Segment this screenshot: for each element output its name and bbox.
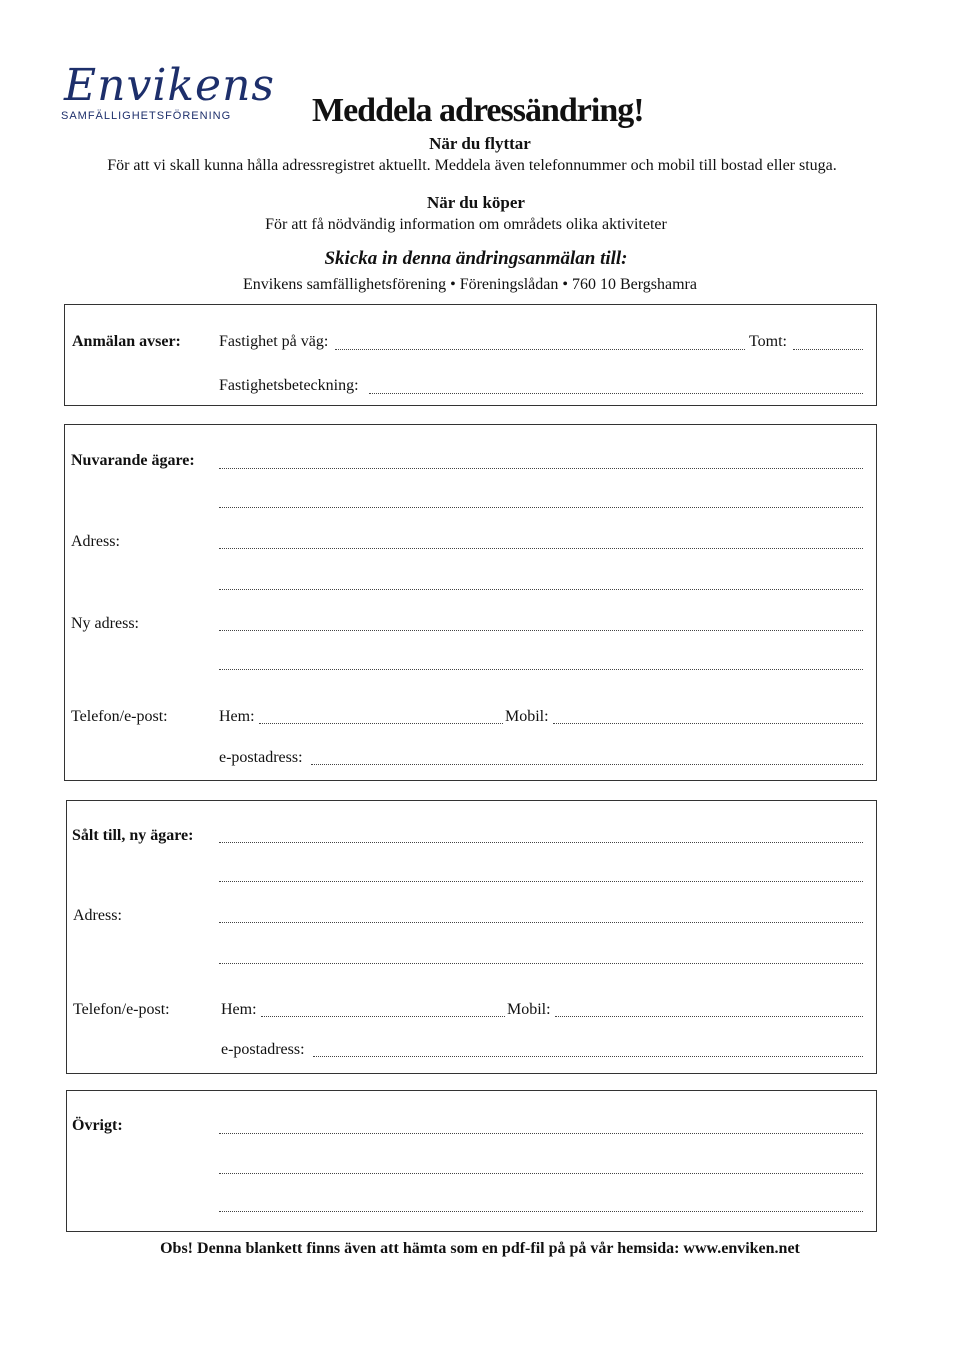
footer-note: Obs! Denna blankett finns även att hämta som en pdf-fil på på vår hemsida: www.enviken.net — [160, 1240, 800, 1257]
new-owner-home-label: Hem: — [221, 1001, 257, 1018]
section-current-owner — [64, 424, 877, 781]
property-label: Anmälan avser: — [72, 333, 181, 350]
current-owner-input-1[interactable] — [219, 468, 863, 469]
current-owner-input-2[interactable] — [219, 507, 863, 508]
new-owner-mobile-input[interactable] — [555, 1016, 863, 1017]
section-property — [64, 304, 877, 406]
buy-text: För att få nödvändig information om områdets olika aktiviteter — [265, 216, 667, 233]
street-input[interactable] — [335, 349, 745, 350]
new-owner-input-1[interactable] — [219, 842, 863, 843]
logo — [58, 48, 276, 128]
home-label: Hem: — [219, 708, 255, 725]
new-owner-address-input-1[interactable] — [219, 922, 863, 923]
new-owner-email-label: e-postadress: — [221, 1041, 305, 1058]
email-label: e-postadress: — [219, 749, 303, 766]
current-owner-label: Nuvarande ägare: — [71, 452, 195, 469]
mobile-label: Mobil: — [505, 708, 549, 725]
new-owner-home-input[interactable] — [261, 1016, 505, 1017]
new-owner-mobile-label: Mobil: — [507, 1001, 551, 1018]
section-other — [66, 1090, 877, 1232]
other-input-1[interactable] — [219, 1133, 863, 1134]
plot-input[interactable] — [793, 349, 863, 350]
buy-title: När du köper — [427, 193, 525, 212]
new-owner-label: Sålt till, ny ägare: — [72, 827, 194, 844]
logo-script: Envikens — [64, 60, 276, 111]
logo-subtitle: SAMFÄLLIGHETSFÖRENING — [61, 110, 232, 122]
new-address-input-1[interactable] — [219, 630, 863, 631]
plot-label: Tomt: — [749, 333, 787, 350]
new-owner-email-input[interactable] — [313, 1056, 863, 1057]
move-text: För att vi skall kunna hålla adressregistret aktuellt. Meddela även telefonnummer och mobil till bostad eller stuga. — [107, 157, 837, 174]
current-address-input-1[interactable] — [219, 548, 863, 549]
designation-input[interactable] — [369, 393, 863, 394]
send-to-heading: Skicka in denna ändringsanmälan till: — [324, 248, 628, 269]
new-owner-address-input-2[interactable] — [219, 963, 863, 964]
designation-label: Fastighetsbeteckning: — [219, 377, 359, 394]
other-input-3[interactable] — [219, 1211, 863, 1212]
mobile-input[interactable] — [553, 723, 863, 724]
email-input[interactable] — [311, 764, 863, 765]
new-owner-input-2[interactable] — [219, 881, 863, 882]
new-owner-phone-label: Telefon/e-post: — [73, 1001, 170, 1018]
new-address-input-2[interactable] — [219, 669, 863, 670]
move-title: När du flyttar — [429, 134, 531, 153]
current-address-input-2[interactable] — [219, 589, 863, 590]
section-new-owner — [66, 800, 877, 1074]
street-label: Fastighet på väg: — [219, 333, 329, 350]
other-label: Övrigt: — [72, 1117, 123, 1134]
phone-label: Telefon/e-post: — [71, 708, 168, 725]
current-address-label: Adress: — [71, 533, 120, 550]
new-address-label: Ny adress: — [71, 615, 139, 632]
page-title: Meddela adressändring! — [312, 92, 644, 129]
postal-address: Envikens samfällighetsförening • Föreningslådan • 760 10 Bergshamra — [243, 276, 697, 293]
other-input-2[interactable] — [219, 1173, 863, 1174]
new-owner-address-label: Adress: — [73, 907, 122, 924]
home-phone-input[interactable] — [259, 723, 503, 724]
